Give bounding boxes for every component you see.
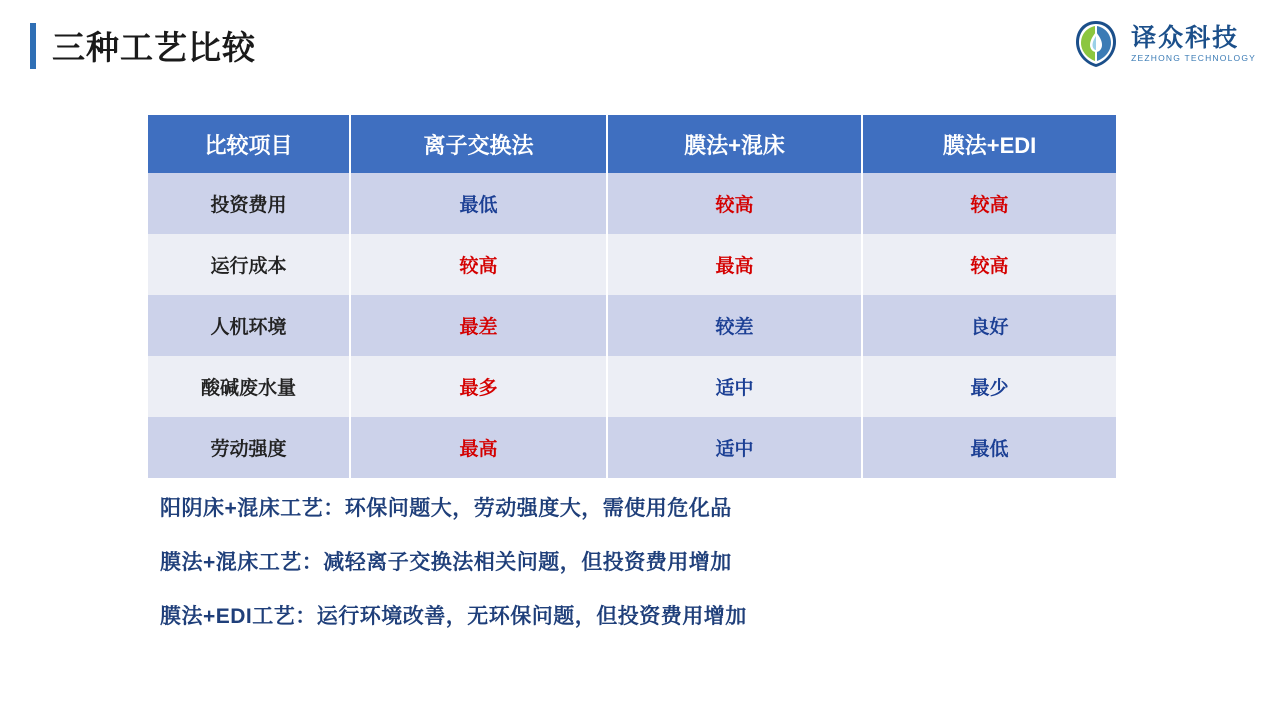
row-value: 较差 [607,295,862,356]
row-value: 适中 [607,417,862,478]
logo-text-block [1131,25,1256,63]
summary-notes [160,492,1160,654]
logo-company-name: 译众科技 [1131,23,1240,52]
row-value: 最低 [350,173,607,234]
table-header-cell-2: 膜法+混床 [607,115,862,173]
comparison-table [148,115,1116,478]
table-row [148,234,1116,295]
row-label: 劳动强度 [148,417,350,478]
table-header-cell-0: 比较项目 [148,115,350,173]
row-label: 酸碱废水量 [148,356,350,417]
row-label: 运行成本 [148,234,350,295]
title-accent-bar [30,23,36,69]
brand-logo [1069,18,1256,70]
row-value: 最差 [350,295,607,356]
row-value: 适中 [607,356,862,417]
table-header-cell-1: 离子交换法 [350,115,607,173]
table-header-cell-3: 膜法+EDI [862,115,1116,173]
note-line: 阳阴床+混床工艺：环保问题大，劳动强度大，需使用危化品 [160,497,732,520]
row-value: 较高 [862,234,1116,295]
note-line: 膜法+混床工艺：减轻离子交换法相关问题，但投资费用增加 [160,551,732,574]
row-label: 人机环境 [148,295,350,356]
row-value: 最少 [862,356,1116,417]
page-title-area [30,22,256,69]
table-row [148,173,1116,234]
row-label: 投资费用 [148,173,350,234]
table-row [148,356,1116,417]
row-value: 最多 [350,356,607,417]
table-row [148,295,1116,356]
logo-company-subtitle: ZEZHONG TECHNOLOGY [1131,53,1256,64]
row-value: 最低 [862,417,1116,478]
row-value: 最高 [607,234,862,295]
row-value: 较高 [607,173,862,234]
page-title: 三种工艺比较 [52,29,256,66]
note-line: 膜法+EDI工艺：运行环境改善，无环保问题，但投资费用增加 [160,605,747,628]
row-value: 最高 [350,417,607,478]
leaf-droplet-logo-icon [1069,18,1123,70]
row-value: 较高 [350,234,607,295]
table-row [148,417,1116,478]
table-header-row [148,115,1116,173]
row-value: 良好 [862,295,1116,356]
row-value: 较高 [862,173,1116,234]
